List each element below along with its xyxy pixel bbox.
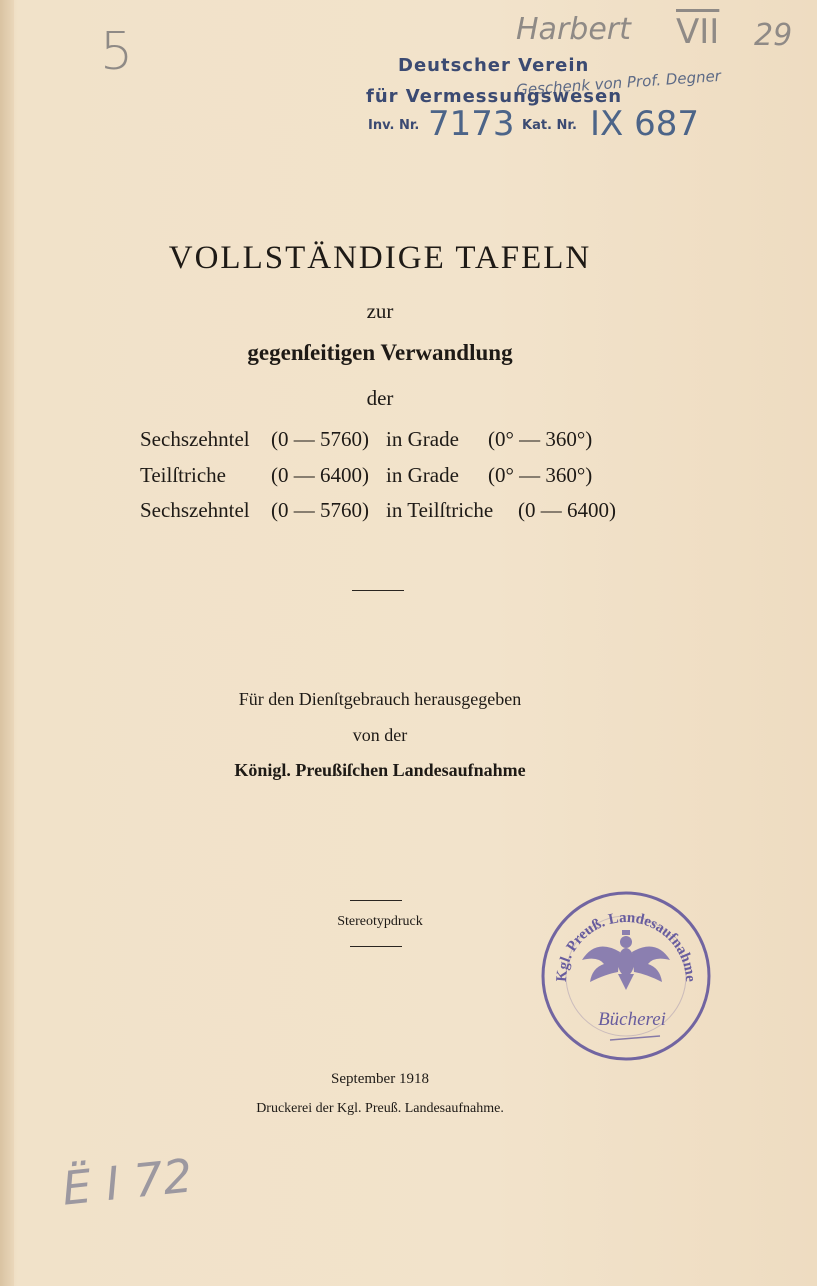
edition-note: Stereotypdruck [337,914,423,929]
conversion-3-left: Sechszehntel [140,498,250,522]
divider-rule-1 [352,590,404,591]
conversion-3-right-range: (0 — 6400) [518,498,616,522]
printer-line: Druckerei der Kgl. Preuß. Landesaufnahme. [256,1101,504,1116]
conversion-1-mid: in Grade [386,427,459,451]
title-zur: zur [366,299,394,323]
eagle-icon [582,930,670,990]
stamp-kat-label: Kat. Nr. [522,118,577,133]
publisher-line-1: Für den Dienſtgebrauch herausgegeben [238,689,522,709]
stamp-line-society-field: für Vermessungswesen [366,86,623,107]
publisher-line-3: Königl. Preußiſchen Landesaufnahme [234,760,526,780]
title-subject: gegenſeitigen Verwandlung [247,340,513,365]
handwritten-roman-numeral: $\overline{VII}$ [676,12,720,52]
conversion-2-left-range: (0 — 6400) [271,463,369,487]
divider-rule-2 [350,900,402,901]
publisher-line-2: von der [352,725,408,745]
handwritten-name: Harbert [516,12,631,47]
conversion-2-left: Teilſtriche [140,463,226,487]
publication-date: September 1918 [331,1071,429,1087]
stamp-kat-value: IX 687 [590,104,700,144]
handwritten-number: 5 [100,22,134,82]
conversion-1-left: Sechszehntel [140,427,250,451]
seal-center-text: Bücherei [598,1009,666,1030]
stamp-inv-value: 7173 [428,104,515,144]
main-title: VOLLSTÄNDIGE TAFELN [168,240,592,276]
conversion-2-mid: in Grade [386,463,459,487]
conversion-3-mid: in Teilſtriche [386,498,494,522]
conversion-2-right-range: (0° — 360°) [488,463,593,487]
conversion-1-left-range: (0 — 5760) [271,427,369,451]
title-der: der [366,386,394,410]
stamp-line-society: Deutscher Verein [398,55,590,76]
handwritten-shelf-number: 29 [754,18,793,53]
page-spine-edge [0,0,14,1286]
divider-rule-3 [350,946,402,947]
stamp-inv-label: Inv. Nr. [368,118,420,133]
library-seal-stamp [540,890,712,1062]
handwritten-pencil-mark: Ë I 72 [59,1148,195,1216]
seal-ring-text: Kgl. Preuß. Landesaufnahme [553,909,699,983]
conversion-1-right-range: (0° — 360°) [488,427,593,451]
conversion-3-left-range: (0 — 5760) [271,498,369,522]
handwritten-gift-note: Geschenk von Prof. Degner [515,66,722,100]
